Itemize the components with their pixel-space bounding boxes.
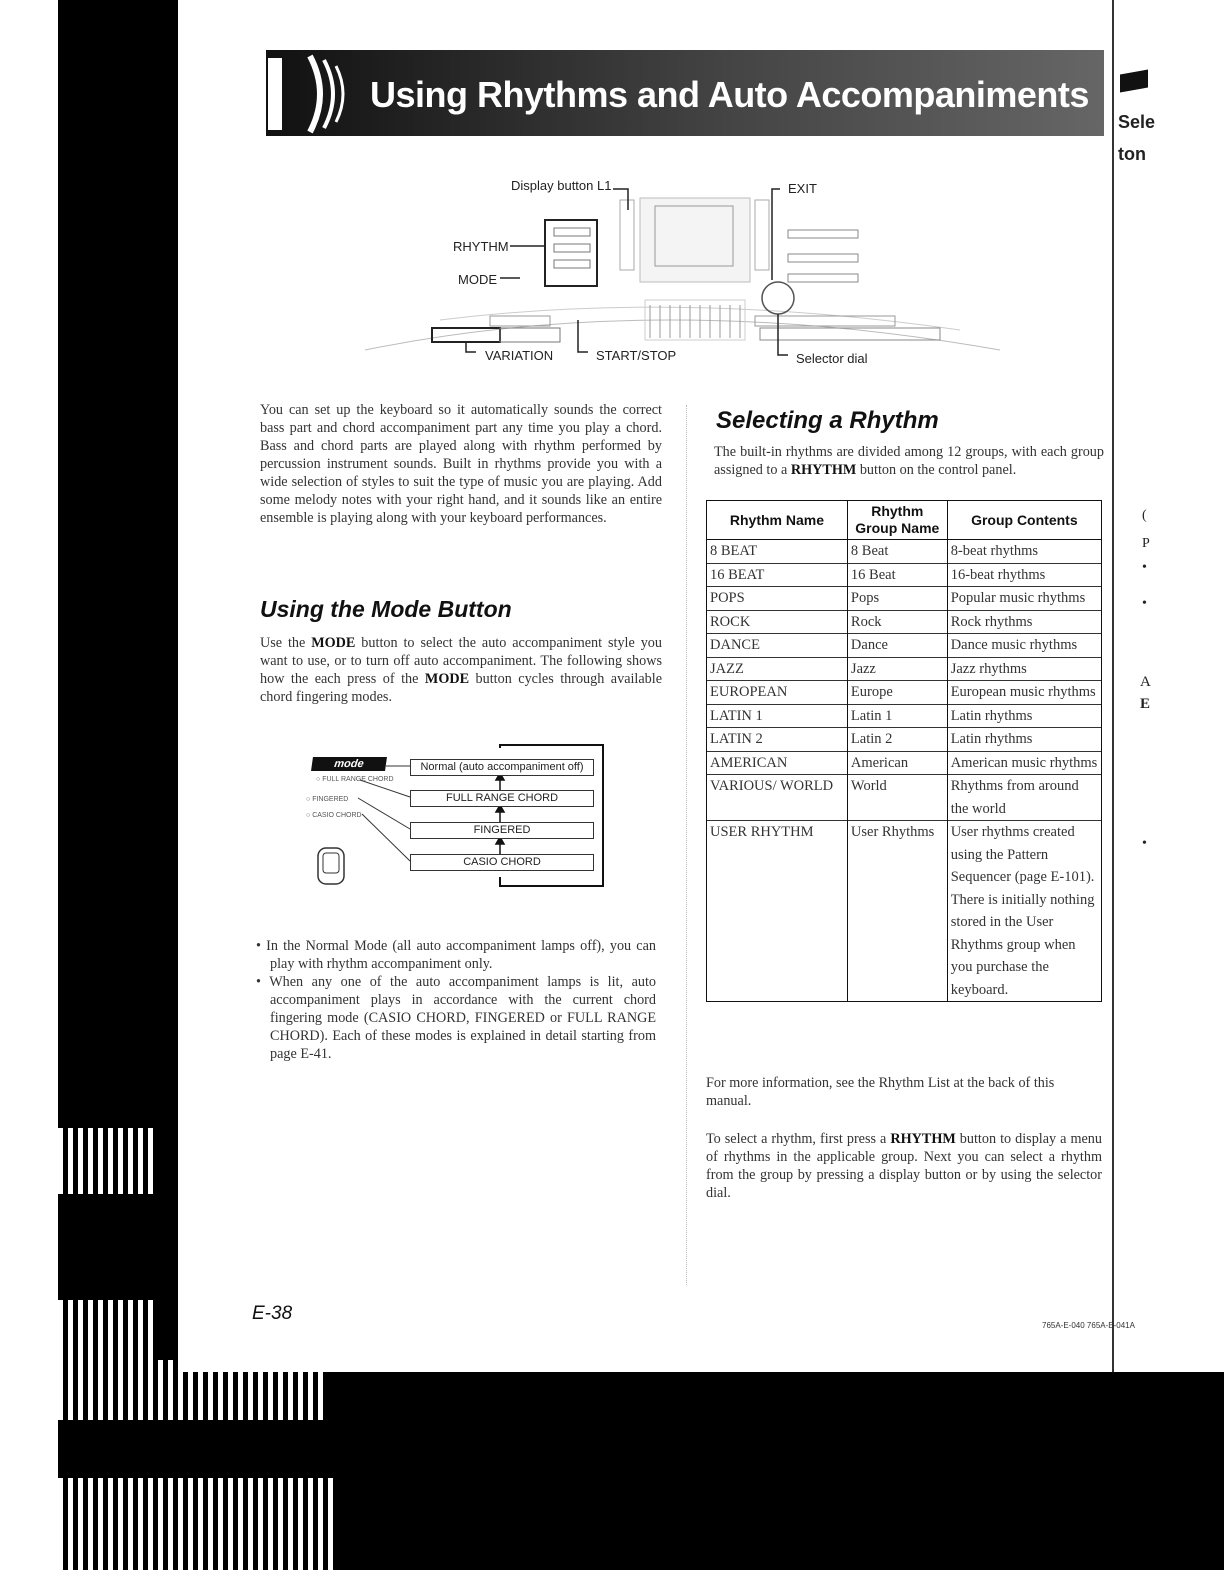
group-contents-cell: 16-beat rhythms: [947, 563, 1101, 587]
table-row: [707, 587, 1102, 611]
next-page-fragment: A: [1140, 674, 1151, 690]
table-row: [707, 610, 1102, 634]
group-name-cell: Europe: [847, 681, 947, 705]
table-row: [707, 657, 1102, 681]
table-row: [707, 821, 1102, 1002]
next-page-edge: [1112, 0, 1158, 1372]
callout-exit: EXIT: [788, 181, 817, 196]
select-rhythm-paragraph: To select a rhythm, first press a RHYTHM button to display a menu of rhythms in the applicable group. Next you can select a rhythm from the group by pressing a display button or by using the selector dial.: [706, 1131, 1102, 1201]
mode-step-fingered: FINGERED: [410, 822, 594, 839]
group-contents-cell: European music rhythms: [947, 681, 1101, 705]
column-divider: [686, 405, 688, 1285]
table-header-row: [707, 501, 1102, 540]
rhythm-name-cell: 16 BEAT: [707, 563, 848, 587]
table-row: [707, 728, 1102, 752]
callout-start-stop: START/STOP: [596, 348, 677, 363]
rhythm-name-cell: USER RHYTHM: [707, 821, 848, 1002]
rhythm-group-table: [706, 500, 1102, 1002]
mode-step-full-range-chord: FULL RANGE CHORD: [410, 790, 594, 807]
rhythm-name-cell: POPS: [707, 587, 848, 611]
scan-margin-left: [0, 0, 58, 1584]
group-name-cell: User Rhythms: [847, 821, 947, 1002]
group-contents-cell: Rock rhythms: [947, 610, 1101, 634]
group-contents-cell: Latin rhythms: [947, 728, 1101, 752]
rhythm-name-cell: JAZZ: [707, 657, 848, 681]
rhythm-name-cell: ROCK: [707, 610, 848, 634]
selecting-section-heading: Selecting a Rhythm: [716, 407, 939, 434]
next-page-fragment: P: [1142, 536, 1150, 551]
next-page-fragment: E: [1140, 696, 1151, 712]
group-contents-cell: Latin rhythms: [947, 704, 1101, 728]
page-title: Using Rhythms and Auto Accompaniments: [370, 74, 1089, 115]
group-name-cell: Pops: [847, 587, 947, 611]
selecting-section-intro: The built-in rhythms are divided among 12 groups, with each group assigned to a RHYTHM button on the control panel.: [714, 444, 1104, 478]
column-header: Rhythm Group Name: [847, 501, 947, 540]
lamp-casio-chord: ○ CASIO CHORD: [306, 812, 362, 819]
table-row: [707, 540, 1102, 564]
callout-display-button: Display button L1: [511, 178, 612, 193]
lamp-full-range-chord: ○ FULL RANGE CHORD: [316, 776, 394, 783]
mode-logo: mode: [311, 757, 387, 771]
group-name-cell: 16 Beat: [847, 563, 947, 587]
group-name-cell: Latin 1: [847, 704, 947, 728]
mode-step-casio-chord: CASIO CHORD: [410, 854, 594, 871]
callout-mode: MODE: [458, 272, 497, 287]
group-contents-cell: American music rhythms: [947, 751, 1101, 775]
column-header: Rhythm Name: [707, 501, 848, 540]
speaker-waves-icon: [300, 52, 350, 136]
table-row: [707, 704, 1102, 728]
group-contents-cell: User rhythms created using the Pattern Sequencer (page E-101). There is initially nothing stored in the User Rhythms group when you purchase the keyboard.: [947, 821, 1101, 1002]
column-header: Group Contents: [947, 501, 1101, 540]
rhythm-name-cell: LATIN 2: [707, 728, 848, 752]
next-page-fragment: (: [1142, 508, 1147, 523]
next-page-text: ton: [1118, 144, 1146, 164]
table-row: [707, 775, 1102, 821]
table-row: [707, 634, 1102, 658]
intro-paragraph: You can set up the keyboard so it automatically sounds the correct bass part and chord accompaniment part any time you play a chord. Bass and chord parts are played along with rhythm performed by percussion instrument sounds. Built in rhythms provide you with a wide selection of styles to suit the type of music you are playing. Add some melody notes with your right hand, and it sounds like an entire ensemble is playing along with your keyboard performances.: [260, 402, 662, 526]
rhythm-name-cell: VARIOUS/ WORLD: [707, 775, 848, 821]
mode-step-normal: Normal (auto accompaniment off): [410, 759, 594, 776]
lamp-fingered: ○ FINGERED: [306, 796, 349, 803]
callout-variation: VARIATION: [485, 348, 554, 363]
bullet-list: [256, 937, 656, 1063]
table-row: [707, 681, 1102, 705]
rhythm-name-cell: 8 BEAT: [707, 540, 848, 564]
document-code: 765A-E-040 765A-E-041A: [1042, 1321, 1135, 1330]
group-contents-cell: Rhythms from around the world: [947, 775, 1101, 821]
scan-margin-bottom: [0, 1570, 1224, 1584]
group-name-cell: 8 Beat: [847, 540, 947, 564]
group-contents-cell: Jazz rhythms: [947, 657, 1101, 681]
next-page-fragment: •: [1142, 560, 1147, 575]
mode-section-paragraph: Use the MODE button to select the auto accompaniment style you want to use, or to turn off auto accompaniment. The following shows how the each press of the MODE button cycles through available chord fingering modes.: [260, 635, 663, 705]
scan-margin-right: [1156, 0, 1224, 1372]
table-row: [707, 563, 1102, 587]
group-name-cell: World: [847, 775, 947, 821]
next-page-fragment: •: [1142, 596, 1147, 611]
header-bracket-icon: [268, 58, 282, 130]
scan-stripes: [58, 1478, 338, 1570]
table-row: [707, 751, 1102, 775]
page-number: E-38: [252, 1303, 293, 1324]
group-contents-cell: 8-beat rhythms: [947, 540, 1101, 564]
group-name-cell: Rock: [847, 610, 947, 634]
group-contents-cell: Dance music rhythms: [947, 634, 1101, 658]
next-page-text: Sele: [1118, 112, 1156, 132]
rhythm-name-cell: DANCE: [707, 634, 848, 658]
callout-rhythm: RHYTHM: [453, 239, 509, 254]
group-name-cell: Latin 2: [847, 728, 947, 752]
group-name-cell: American: [847, 751, 947, 775]
group-name-cell: Dance: [847, 634, 947, 658]
group-name-cell: Jazz: [847, 657, 947, 681]
scan-stripes: [58, 1128, 153, 1194]
group-contents-cell: Popular music rhythms: [947, 587, 1101, 611]
next-page-fragment: •: [1142, 836, 1147, 851]
page-edge: [178, 0, 190, 1372]
callout-selector-dial: Selector dial: [796, 351, 868, 366]
rhythm-name-cell: EUROPEAN: [707, 681, 848, 705]
next-page-header-fragment: [1120, 70, 1148, 93]
rhythm-name-cell: AMERICAN: [707, 751, 848, 775]
more-info-paragraph: For more information, see the Rhythm List at the back of this manual.: [706, 1075, 1055, 1109]
mode-section-heading: Using the Mode Button: [260, 596, 512, 622]
list-item: • In the Normal Mode (all auto accompaniment lamps off), you can play with rhythm accompaniment only.: [256, 938, 656, 972]
rhythm-name-cell: LATIN 1: [707, 704, 848, 728]
list-item: • When any one of the auto accompaniment lamps is lit, auto accompaniment plays in accordance with the current chord fingering mode (CASIO CHORD, FINGERED or FULL RANGE CHORD). Each of these modes is explained in detail starting from page E-41.: [256, 974, 656, 1062]
